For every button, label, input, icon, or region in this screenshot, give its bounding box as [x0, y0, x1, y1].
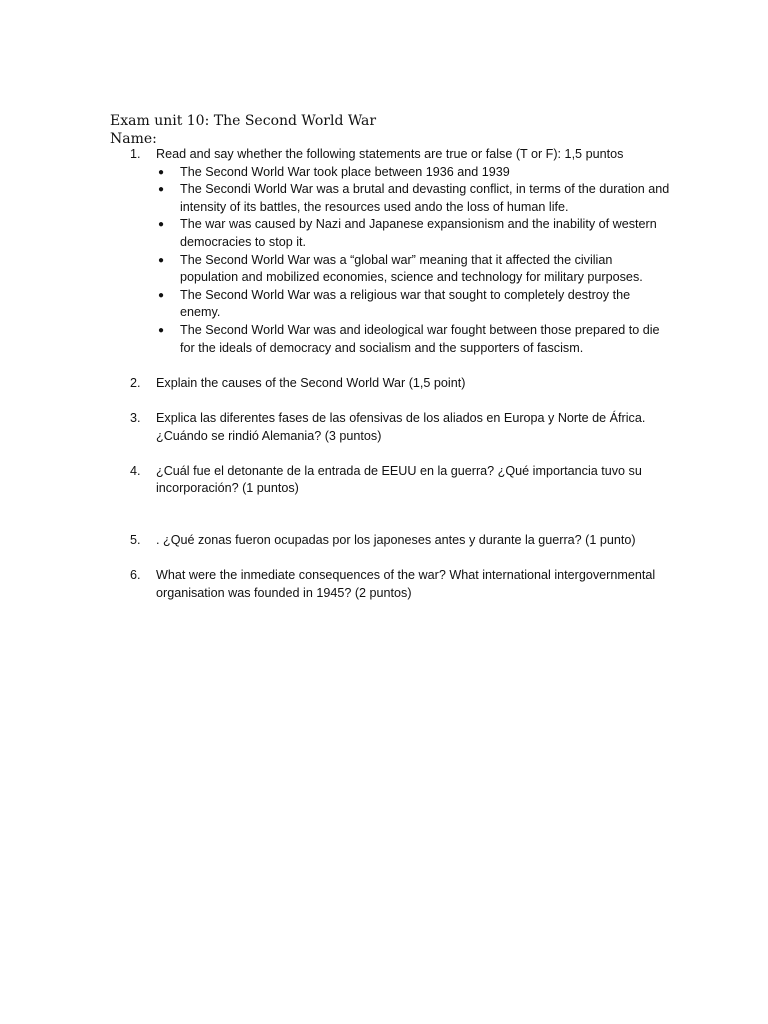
question-number: 6.	[130, 568, 141, 583]
statement-item	[130, 287, 670, 322]
question-text: ¿Cuál fue el detonante de la entrada de EEUU en la guerra? ¿Qué importancia tuvo su incorporación? (1 puntos)	[156, 463, 642, 496]
exam-header	[110, 112, 376, 148]
question-number: 1.	[130, 147, 141, 161]
statement-text: The war was caused by Nazi and Japanese expansionism and the inability of western democracies to stop it.	[180, 217, 657, 249]
question-text: . ¿Qué zonas fueron ocupadas por los japoneses antes y durante la guerra? (1 punto)	[156, 532, 636, 547]
question-text: Read and say whether the following statements are true or false (T or F): 1,5 puntos	[156, 147, 624, 161]
question-text: What were the inmediate consequences of the war? What international intergovernmental organisation was founded in 1945? (2 puntos)	[156, 568, 656, 600]
question-text: Explain the causes of the Second World War (1,5 point)	[156, 375, 466, 390]
bullet-icon: ●	[158, 184, 165, 196]
question-number: 5.	[130, 532, 141, 547]
bullet-icon: ●	[158, 166, 165, 178]
question-item	[130, 375, 670, 393]
statement-text: The Second World War took place between 1936 and 1939	[180, 164, 510, 179]
statement-item	[130, 216, 670, 251]
question-item	[130, 532, 670, 550]
exam-title: Exam unit 10: The Second World War	[110, 113, 377, 129]
bullet-icon: ●	[158, 289, 165, 301]
question-item	[130, 463, 670, 498]
statement-item	[130, 252, 670, 287]
statement-text: The Second World War was a “global war” meaning that it affected the civilian population and mobilized economies, science and technology for military purposes.	[180, 252, 643, 285]
name-label: Name:	[110, 131, 157, 147]
question-number: 4.	[130, 463, 141, 478]
statement-text: The Secondi World War was a brutal and devasting conflict, in terms of the duration and intensity of its battles, the resources used ando the loss of human life.	[180, 182, 670, 214]
question-text: Explica las diferentes fases de las ofensivas de los aliados en Europa y Norte de África. ¿Cuándo se rindió Alemania? (3 puntos)	[156, 410, 646, 443]
statement-text: The Second World War was a religious war that sought to completely destroy the enemy.	[180, 287, 631, 320]
question-item	[130, 567, 670, 602]
statement-text: The Second World War was and ideological war fought between those prepared to die for the ideals of democracy and socialism and the supporters of fascism.	[180, 322, 660, 355]
question-item	[130, 146, 670, 164]
question-number: 3.	[130, 410, 141, 425]
statement-item	[130, 322, 670, 357]
question-item	[130, 410, 670, 445]
bullet-icon: ●	[158, 254, 165, 266]
bullet-icon: ●	[158, 324, 165, 336]
question-number: 2.	[130, 375, 141, 390]
statement-item	[130, 164, 670, 182]
bullet-icon: ●	[158, 219, 165, 231]
statement-list	[130, 164, 670, 358]
question-list	[130, 146, 670, 602]
statement-item	[130, 181, 670, 216]
